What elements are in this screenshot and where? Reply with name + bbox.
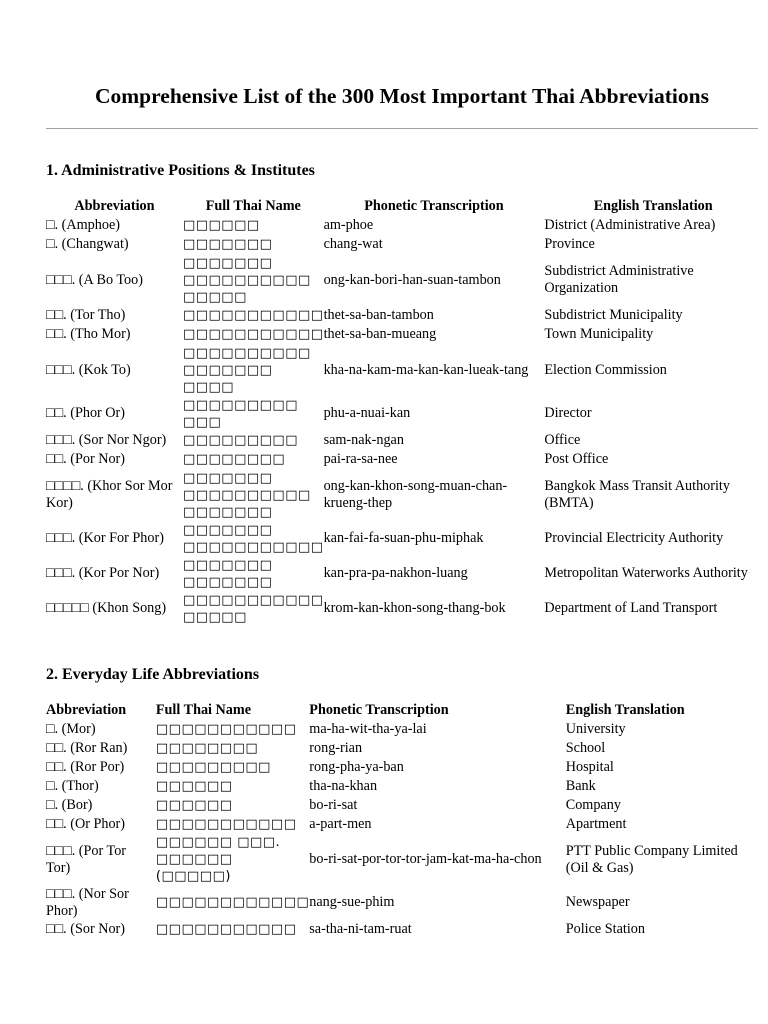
phonetic-cell: ong-kan-bori-han-suan-tambon: [323, 271, 501, 288]
table-row: [46, 344, 762, 396]
abbreviation-cell: □. (Bor): [46, 797, 93, 813]
section-2-heading: 2. Everyday Life Abbreviations: [46, 666, 260, 683]
table-row: [46, 758, 762, 777]
abbreviation-cell: □□□. (A Bo Too): [46, 271, 143, 288]
table-row: [46, 325, 762, 344]
abbreviation-cell: □□. (Ror Por): [46, 759, 125, 775]
administrative-table: [46, 197, 762, 626]
english-cell: Bangkok Mass Transit Authority (BMTA): [544, 478, 730, 511]
table-header-row: [46, 197, 762, 216]
table-row: [46, 396, 762, 431]
thai-name-cell: □□□□□□□□□□□: [155, 817, 297, 832]
phonetic-cell: kan-pra-pa-nakhon-luang: [323, 565, 468, 581]
header-full-thai-name: Full Thai Name: [205, 198, 301, 214]
thai-name-cell: □□□□□□□□□□□□: [155, 895, 310, 910]
thai-name-cell: □□□□□□□□□□□: [182, 327, 324, 342]
english-cell: Metropolitan Waterworks Authority: [544, 565, 748, 581]
thai-name-cell: □□□□□□□□: [182, 452, 286, 467]
phonetic-cell: sam-nak-ngan: [323, 432, 404, 448]
header-abbreviation: Abbreviation: [74, 198, 155, 214]
section-1-heading: 1. Administrative Positions & Institutes: [46, 162, 315, 179]
thai-name-cell: □□□□□□□□□□□: [155, 722, 297, 737]
phonetic-cell: rong-pha-ya-ban: [309, 759, 404, 775]
abbreviation-cell: □□. (Or Phor): [46, 816, 126, 832]
table-row: [46, 450, 762, 469]
english-cell: District (Administrative Area): [544, 217, 716, 233]
english-cell: Post Office: [544, 451, 609, 467]
phonetic-cell: phu-a-nuai-kan: [323, 405, 411, 421]
abbreviation-cell: □□□. (Kor For Phor): [46, 530, 164, 546]
phonetic-cell: am-phoe: [323, 217, 374, 233]
thai-name-cell: □□□□□□□□□□□: [155, 922, 297, 937]
phonetic-cell: chang-wat: [323, 236, 383, 252]
thai-name-cell: □□□□□□□□□□□ □□□□□: [182, 592, 324, 625]
table-row: [46, 591, 762, 626]
english-cell: Department of Land Transport: [544, 600, 718, 616]
thai-name-cell: □□□□□□□□: [155, 741, 259, 756]
abbreviation-cell: □□. (Phor Or): [46, 405, 126, 421]
phonetic-cell: kha-na-kam-ma-kan-kan-lueak-tang: [323, 361, 529, 378]
abbreviation-cell: □□. (Por Nor): [46, 451, 126, 467]
english-cell: Subdistrict Municipality: [544, 307, 683, 323]
table-row: [46, 739, 762, 758]
table-row: [46, 306, 762, 325]
english-cell: Provincial Electricity Authority: [544, 530, 724, 546]
phonetic-cell: kan-fai-fa-suan-phu-miphak: [323, 530, 484, 546]
phonetic-cell: nang-sue-phim: [309, 894, 395, 910]
abbreviation-cell: □□. (Tor Tho): [46, 307, 126, 323]
phonetic-cell: bo-ri-sat-por-tor-tor-jam-kat-ma-ha-chon: [309, 851, 542, 867]
english-cell: Hospital: [565, 759, 614, 775]
abbreviation-cell: □□□. (Kok To): [46, 361, 131, 378]
phonetic-cell: pai-ra-sa-nee: [323, 451, 398, 467]
abbreviation-cell: □□. (Sor Nor): [46, 921, 126, 937]
phonetic-cell: sa-tha-ni-tam-ruat: [309, 921, 412, 937]
english-cell: University: [565, 721, 626, 737]
table-row: [46, 720, 762, 739]
phonetic-cell: a-part-men: [309, 816, 372, 832]
table-row: [46, 469, 762, 521]
english-cell: Office: [544, 432, 581, 448]
english-cell: Bank: [565, 778, 596, 794]
english-cell: Director: [544, 405, 592, 421]
english-cell: Subdistrict Administrative Organization: [544, 263, 694, 296]
phonetic-cell: ong-kan-khon-song-muan-chan- krueng-thep: [323, 478, 508, 511]
english-cell: PTT Public Company Limited (Oil & Gas): [565, 842, 738, 876]
table-row: [46, 556, 762, 591]
english-cell: Police Station: [565, 921, 645, 937]
thai-name-cell: □□□□□□□□□□□: [182, 308, 324, 323]
abbreviation-cell: □. (Mor): [46, 721, 96, 737]
thai-name-cell: □□□□□□□□□: [182, 433, 298, 448]
thai-name-cell: □□□□□□: [182, 218, 260, 233]
table-row: [46, 920, 762, 939]
english-cell: Apartment: [565, 816, 627, 832]
abbreviation-cell: □. (Thor): [46, 778, 99, 794]
table-row: [46, 235, 762, 254]
abbreviation-cell: □□□. (Kor Por Nor): [46, 565, 160, 581]
phonetic-cell: tha-na-khan: [309, 778, 378, 794]
english-cell: Town Municipality: [544, 326, 654, 342]
table-row: [46, 254, 762, 306]
everyday-life-table: [46, 701, 762, 939]
table-row: [46, 777, 762, 796]
thai-name-cell: □□□□□□□ □□□□□□□□□□ □□□□□: [182, 255, 311, 305]
thai-name-cell: □□□□□□□□□: [155, 760, 271, 775]
table-row: [46, 885, 762, 920]
header-english: English Translation: [565, 702, 685, 718]
abbreviation-cell: □□□□. (Khor Sor Mor Kor): [46, 478, 173, 511]
thai-name-cell: □□□□□□□ □□□□□□□□□□ □□□□□□□: [182, 470, 311, 520]
english-cell: Election Commission: [544, 361, 667, 378]
phonetic-cell: ma-ha-wit-tha-ya-lai: [309, 721, 427, 737]
english-cell: Company: [565, 797, 621, 813]
thai-name-cell: □□□□□□□ □□□□□□□□□□□: [182, 522, 324, 555]
abbreviation-cell: □. (Amphoe): [46, 217, 120, 233]
header-abbreviation: Abbreviation: [46, 702, 127, 718]
phonetic-cell: thet-sa-ban-mueang: [323, 326, 437, 342]
table-row: [46, 521, 762, 556]
thai-name-cell: □□□□□□□: [182, 237, 273, 252]
english-cell: School: [565, 740, 606, 756]
table-row: [46, 216, 762, 235]
thai-name-cell: □□□□□□: [155, 798, 233, 813]
table-row: [46, 796, 762, 815]
thai-name-cell: □□□□□□: [155, 779, 233, 794]
header-full-thai-name: Full Thai Name: [155, 702, 251, 718]
document-title: Comprehensive List of the 300 Most Important Thai Abbreviations: [95, 84, 709, 108]
phonetic-cell: rong-rian: [309, 740, 363, 756]
table-row: [46, 431, 762, 450]
table-row: [46, 815, 762, 834]
english-cell: Province: [544, 236, 595, 252]
abbreviation-cell: □□. (Ror Ran): [46, 740, 128, 756]
abbreviation-cell: □□□. (Por Tor Tor): [46, 842, 127, 876]
table-row: [46, 834, 762, 885]
phonetic-cell: thet-sa-ban-tambon: [323, 307, 434, 323]
phonetic-cell: bo-ri-sat: [309, 797, 358, 813]
phonetic-cell: krom-kan-khon-song-thang-bok: [323, 600, 506, 616]
thai-name-cell: □□□□□□ □□□. □□□□□□ (□□□□□): [155, 835, 281, 884]
thai-name-cell: □□□□□□□ □□□□□□□: [182, 557, 273, 590]
header-phonetic: Phonetic Transcription: [309, 702, 449, 718]
abbreviation-cell: □□□. (Sor Nor Ngor): [46, 432, 167, 448]
abbreviation-cell: □. (Changwat): [46, 236, 129, 252]
thai-name-cell: □□□□□□□□□ □□□: [182, 397, 298, 430]
table-header-row: [46, 701, 762, 720]
title-divider: [46, 128, 758, 129]
english-cell: Newspaper: [565, 894, 630, 910]
header-phonetic: Phonetic Transcription: [364, 198, 504, 214]
abbreviation-cell: □□. (Tho Mor): [46, 326, 131, 342]
abbreviation-cell: □□□□□ (Khon Song): [46, 600, 167, 616]
thai-name-cell: □□□□□□□□□□ □□□□□□□ □□□□: [182, 345, 311, 395]
header-english: English Translation: [593, 198, 713, 214]
abbreviation-cell: □□□. (Nor Sor Phor): [46, 885, 129, 919]
